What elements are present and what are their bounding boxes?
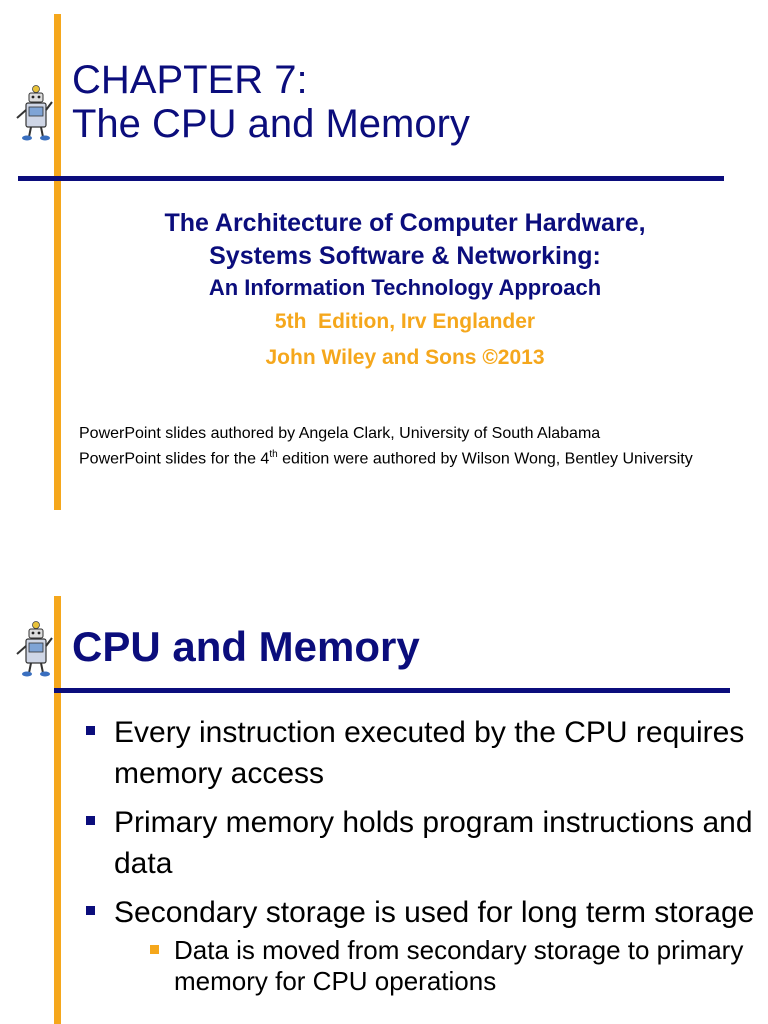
bullet-item [86,802,766,884]
sub-bullet-item [150,935,766,997]
sub-bullet-text: Data is moved from secondary storage to primary memory for CPU operations [174,935,744,996]
title-divider [54,688,730,693]
chapter-title [72,58,470,146]
title-divider [18,176,724,181]
content-slide [0,590,768,1024]
bullet-item [86,712,766,794]
book-info [60,206,750,376]
publisher: John Wiley and Sons ©2013 [265,346,545,369]
computer-mascot-icon [14,620,54,678]
slide-title: CPU and Memory [72,623,420,670]
bullet-list [86,712,766,1005]
orange-accent-bar [54,596,61,1024]
sub-bullet-marker-icon [150,945,159,954]
bullet-text: Secondary storage is used for long term storage [114,896,755,929]
book-subtitle: An Information Technology Approach [208,275,602,300]
bullet-text: Primary memory holds program instructions and data [114,806,753,880]
edition-author: 5th Edition, Irv Englander [274,310,536,333]
bullet-marker-icon [86,726,95,735]
chapter-title-line2: The CPU and Memory [72,102,470,146]
credit-line2-end: edition were authored by Wilson Wong, Bentley University [277,450,693,468]
book-title-line1: The Architecture of Computer Hardware, [164,209,646,237]
bullet-marker-icon [86,906,95,915]
bullet-text: Every instruction executed by the CPU requires memory access [114,716,745,790]
credit-line2-start: PowerPoint slides for the 4 [79,450,270,468]
credit-line2-superscript: th [269,449,278,460]
bullet-marker-icon [86,816,95,825]
chapter-title-line1: CHAPTER 7: [72,58,308,102]
book-title-line2: Systems Software & Networking: [209,242,601,270]
computer-mascot-icon [14,84,54,142]
bullet-item [86,892,766,997]
credit-line2 [79,445,739,468]
credit-line1: PowerPoint slides authored by Angela Clark, University of South Alabama [79,425,601,442]
slide-credits [79,424,739,470]
